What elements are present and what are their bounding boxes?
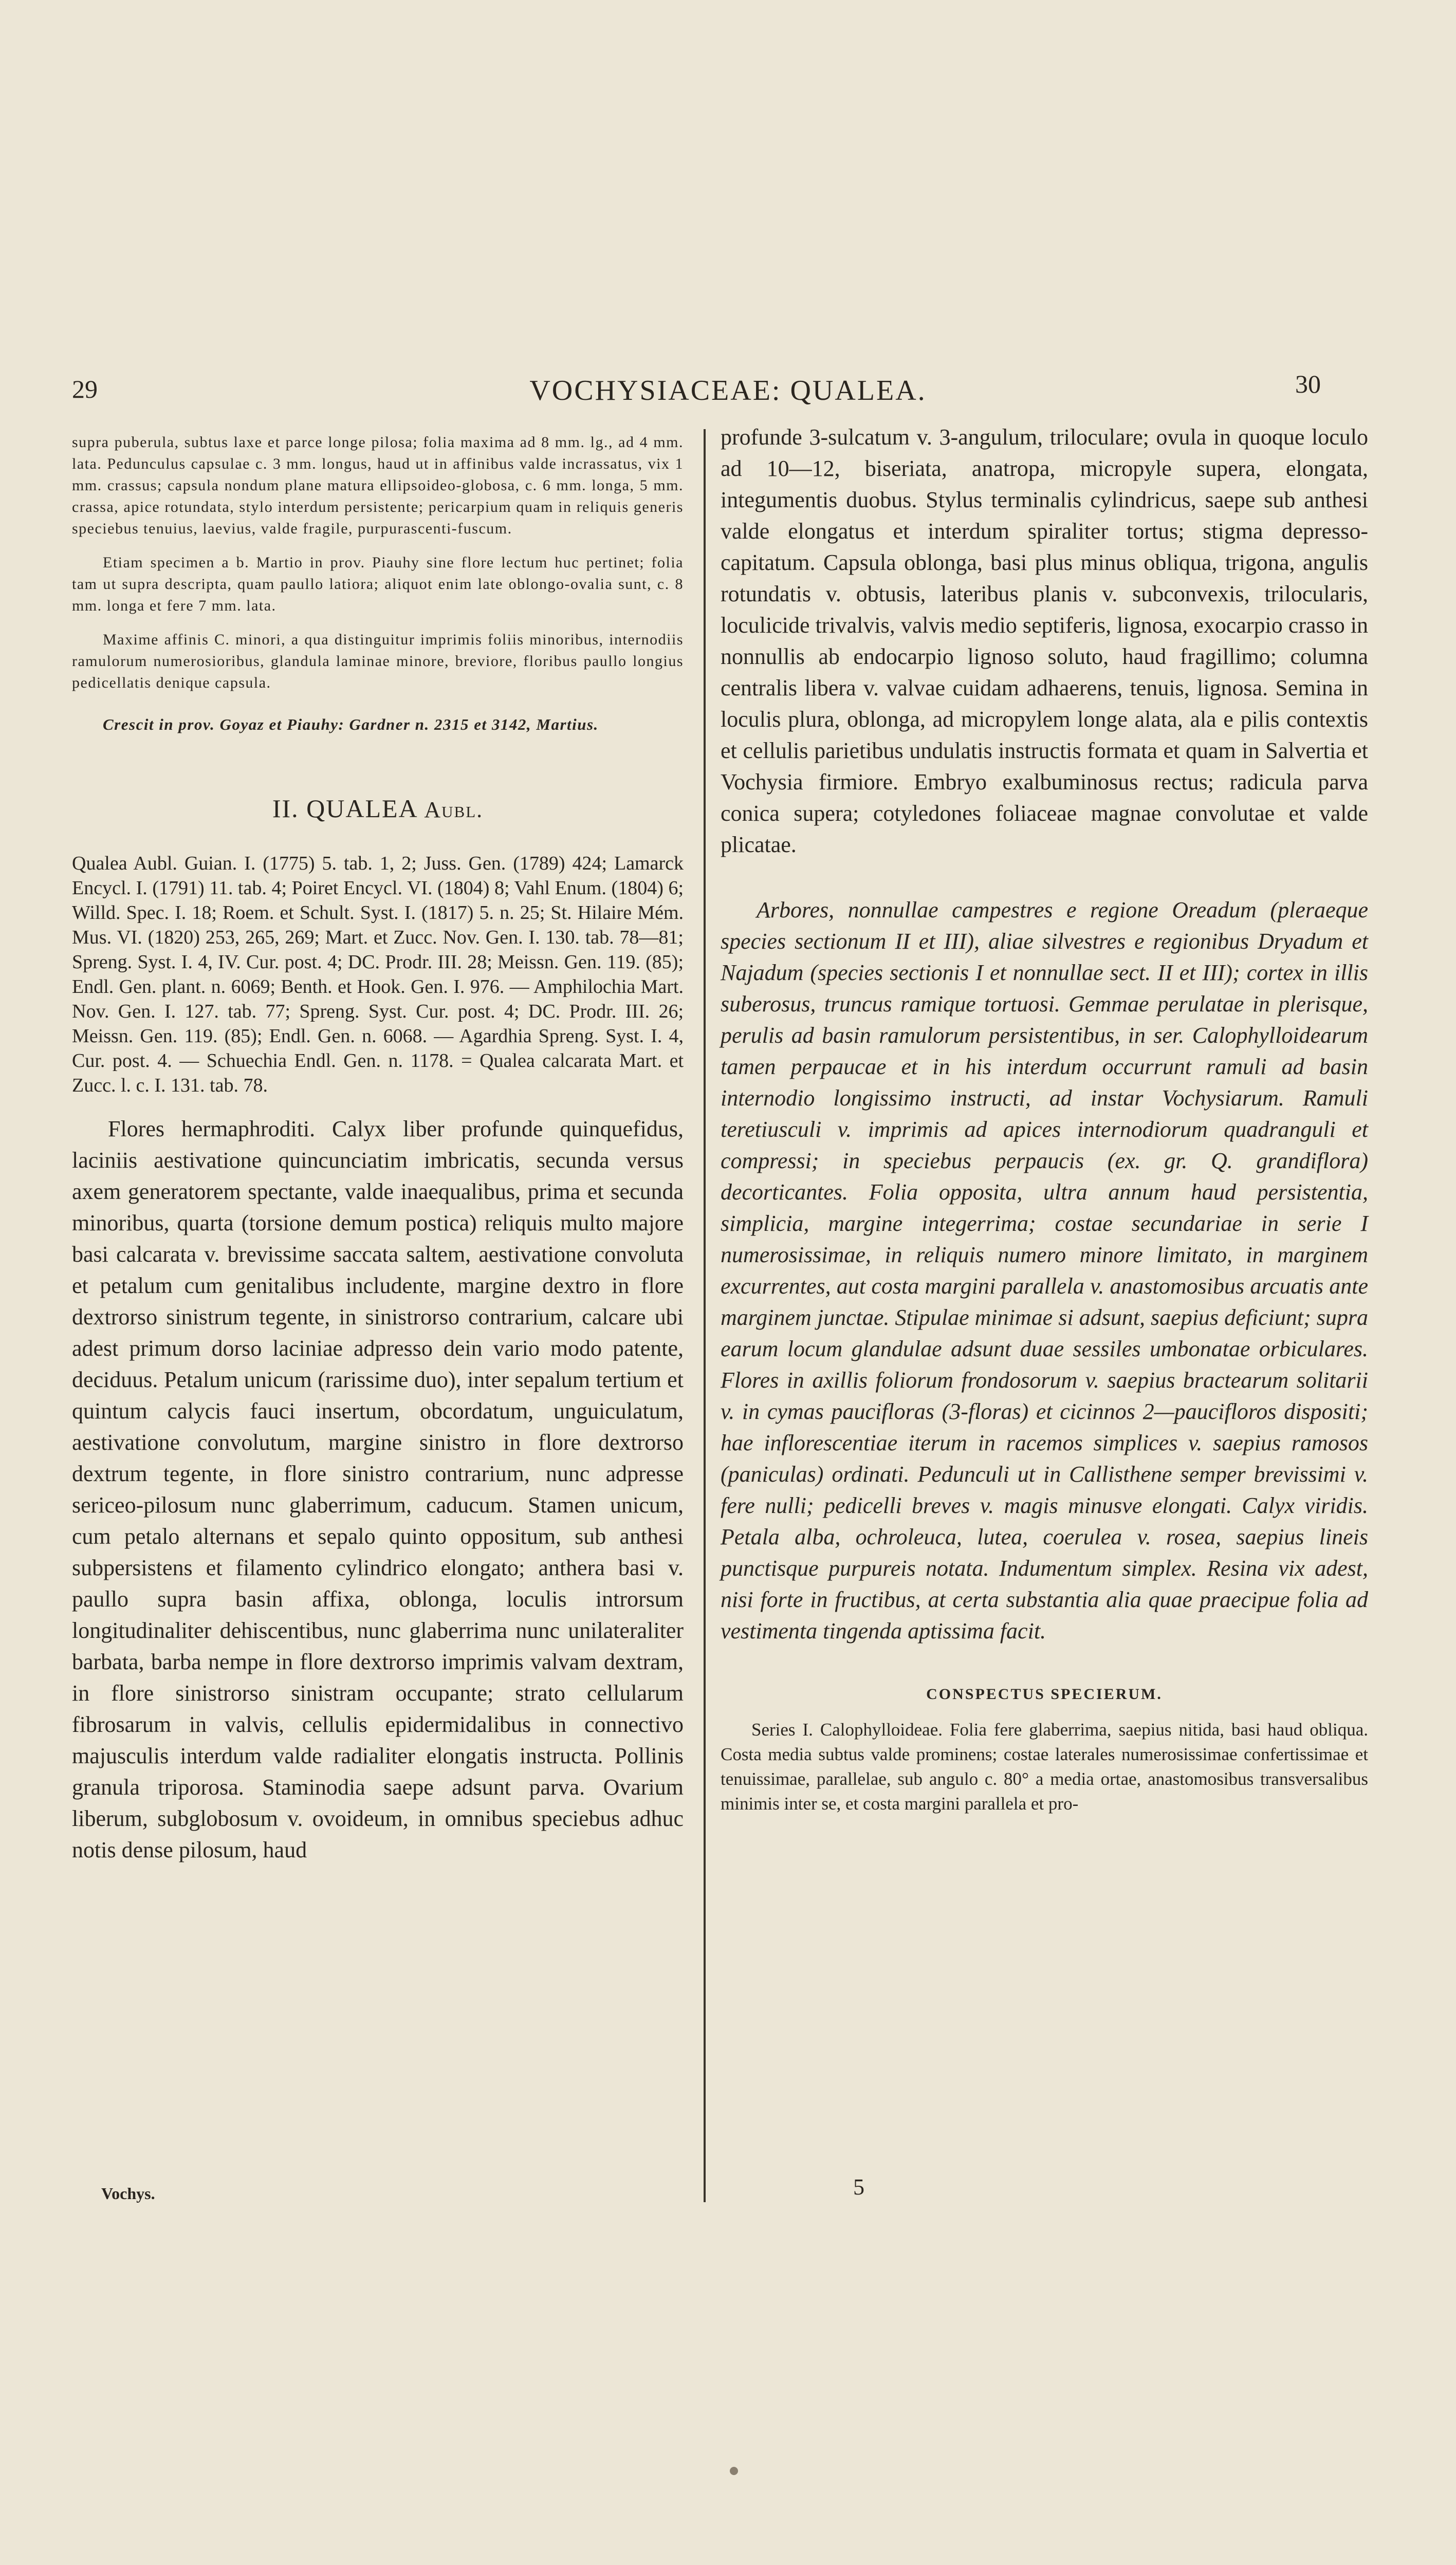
running-header (0, 369, 1456, 410)
column-divider (704, 429, 706, 2202)
left-column (72, 432, 684, 1866)
synonymy-paragraph: Qualea Aubl. Guian. I. (1775) 5. tab. 1, 2; Juss. Gen. (1789) 424; Lamarck Encycl. I. (1791) 11. tab. 4; Poiret Encycl. VI. (1804) 8; Vahl Enum. (1804) 6; Willd. Spec. I. 18; Roem. et Schult. Syst. I. (1817) 5. n. 25; St. Hilaire Mém. Mus. VI. (1820) 253, 265, 269; Mart. et Zucc. Nov. Gen. I. 130. tab. 78—81; Spreng. Syst. I. 4, IV. Cur. post. 4; DC. Prodr. III. 28; Meissn. Gen. 119. (85); Endl. Gen. plant. n. 6069; Benth. et Hook. Gen. I. 976. — Amphilochia Mart. Nov. Gen. I. 127. tab. 77; Spreng. Syst. Cur. post. 4; DC. Prodr. III. 26; Meissn. Gen. 119. (85); Endl. Gen. n. 6068. — Agardhia Spreng. Syst. I. 4, Cur. post. 4. — Schuechia Endl. Gen. n. 1178. = Qualea calcarata Mart. et Zucc. l. c. I. 131. tab. 78. (72, 853, 684, 1096)
conspectus-heading: CONSPECTUS SPECIERUM. (926, 1686, 1163, 1703)
genus-heading (72, 794, 684, 823)
signature-mark: Vochys. (101, 2184, 155, 2203)
specimen-note: Etiam specimen a b. Martio in prov. Piauhy sine flore lectum huc pertinet; folia tam ut supra descripta, quam paullo latiora; aliquot enim late oblongo-ovalia sunt, c. 8 mm. longa et fere 7 mm. lata. (72, 554, 684, 614)
habit-paragraph: Arbores, nonnullae campestres e regione Oreadum (pleraeque species sectionum II et III), aliae silvestres e regionibus Dryadum et Najadum (species sectionis I et nonnullae sect. II et III); cortex in illis suberosus, truncus ramique tortuosi. Gemmae perulatae in plerisque, perulis ad basin ramulorum persistentibus, in ser. Calophylloidearum tamen perpaucae et in his interdum occurrunt ramuli ad basin internodio longissimo instructi, ad instar Vochysiarum. Ramuli teretiusculi v. imprimis ad apices internodiorum quadranguli et compressi; in speciebus perpaucis (ex. gr. Q. grandiflora) decorticantes. Folia opposita, ultra annum haud persistentia, simplicia, margine integerrima; costae secundariae in serie I numerosissimae, in reliquis numero minore limitato, in marginem excurrentes, aut costa margini parallela v. anastomosibus arcuatis ante marginem junctae. Stipulae minimae si adsunt, saepius deficiunt; supra earum locum glandulae adsunt duae sessiles umbonatae orbiculares. Flores in axillis foliorum frondosorum v. saepius bractearum solitarii v. in cymas paucifloras (3-floras) et cicinnos 2—paucifloros dispositi; hae inflorescentiae iterum in racemos simplices v. saepius ramosos (paniculas) ordinati. Pedunculi ut in Callisthene semper brevissimi v. fere nulli; pedicelli breves v. magis minusve elongati. Calyx viridis. Petala alba, ochroleuca, lutea, coerulea v. rosea, saepius lineis punctisque purpureis notata. Indumentum simplex. Resina vix adest, nisi forte in fructibus, at certa substantia alia quae praecipue folia ad vestimenta tingenda aptissima facit. (721, 897, 1368, 1644)
description-paragraph: supra puberula, subtus laxe et parce longe pilosa; folia maxima ad 8 mm. lg., ad 4 mm. lata. Pedunculus capsulae c. 3 mm. longus, haud ut in affinibus valde incrassatus, vix 1 mm. crassus; capsula nondum plane matura ellipsoideo-globosa, c. 6 mm. longa, 5 mm. crassa, apice rotundata, stylo interdum persistente; pericarpium quam in reliquis generis speciebus tenuius, laevius, valde fragile, purpurascenti-fuscum. (72, 434, 684, 537)
right-column (721, 421, 1368, 1816)
page-number-left: 29 (72, 375, 98, 403)
locality-note: Crescit in prov. Goyaz et Piauhy: Gardner n. 2315 et 3142, Martius. (103, 715, 599, 733)
running-title: VOCHYSIACEAE: QUALEA. (529, 375, 927, 407)
paper-speck (730, 2467, 738, 2475)
genus-description-continued: profunde 3-sulcatum v. 3-angulum, triloculare; ovula in quoque loculo ad 10—12, biseriata, anatropa, micropyle supera, elongata, integumentis duobus. Stylus terminalis cylindricus, saepe sub anthesi valde elongatus et interdum spiraliter tortus; stigma depresso-capitatum. Capsula oblonga, basi plus minus obliqua, trigona, angulis rotundatis v. obtusis, lateribus planis v. subconvexis, trilocularis, loculicide trivalvis, valvis medio septiferis, lignosa, exocarpio crasso in nonnullis ab endocarpio lignoso soluto, haud fragillimo; columna centralis libera v. valvae cuidam adhaerens, tenuis, lignosa. Semina in loculis plura, oblonga, ad micropylem longe alata, ala e pilis contextis et cellulis parietibus undulatis instructis formata et quam in Salvertia et Vochysia firmiore. Embryo exalbuminosus rectus; radicula parva conica supera; cotyledones foliaceae magnae convolutae et valde plicatae. (721, 425, 1368, 857)
genus-author: Aubl. (424, 797, 484, 822)
affinity-note: Maxime affinis C. minori, a qua distinguitur imprimis foliis minoribus, internodiis ramulorum numerosioribus, glandula laminae minore, breviore, floribus paullo longius pedicellatis denique capsula. (72, 631, 684, 691)
signature-number: 5 (853, 2174, 864, 2200)
genus-name: II. QUALEA (272, 794, 417, 823)
series-paragraph: Series I. Calophylloideae. Folia fere glaberrima, saepius nitida, basi haud obliqua. Costa media subtus valde prominens; costae laterales numerosissimae confertissimae et tenuissimae, parallelae, sub angulo c. 80° a media ortae, anastomosibus transversalibus minimis inter se, et costa margini parallela et pro- (721, 1720, 1368, 1814)
page-number-right: 30 (1295, 370, 1321, 398)
genus-description: Flores hermaphroditi. Calyx liber profunde quinquefidus, laciniis aestivatione quincunciatim imbricatis, secunda versus axem generatorem spectante, valde inaequalibus, prima et secunda minoribus, quarta (torsione demum postica) reliquis multo majore basi calcarata v. brevissime saccata saltem, aestivatione convoluta et petalum cum genitalibus includente, margine dextro in flore dextrorso sinistrum tegente, in sinistrorso contrarium, calcare ubi adest primum dorso laciniae adpresso dein vario modo patente, deciduus. Petalum unicum (rarissime duo), inter sepalum tertium et quintum calycis fauci insertum, obcordatum, unguiculatum, aestivatione convolutum, margine sinistro in flore dextrorso dextrum tegente, in flore sinistro contrarium, nunc adpresse sericeo-pilosum nunc glaberrimum, caducum. Stamen unicum, cum petalo alternans et sepalo quinto oppositum, sub anthesi subpersistens et filamento cylindrico elongato; anthera basi v. paullo supra basin affixa, oblonga, loculis introrsum longitudinaliter dehiscentibus, nunc glaberrima nunc unilateraliter barbata, barba nempe in flore dextrorso imprimis valvam dextram, in flore sinistrorso sinistram occupante; strato cellularum fibrosarum in valvis, cellulis epidermidalibus in connectivo majusculis interdum valde radialiter elongatis instructa. Pollinis granula triporosa. Staminodia saepe adsunt parva. Ovarium liberum, subglobosum v. ovoideum, in omnibus speciebus adhuc notis dense pilosum, haud (72, 1116, 684, 1862)
